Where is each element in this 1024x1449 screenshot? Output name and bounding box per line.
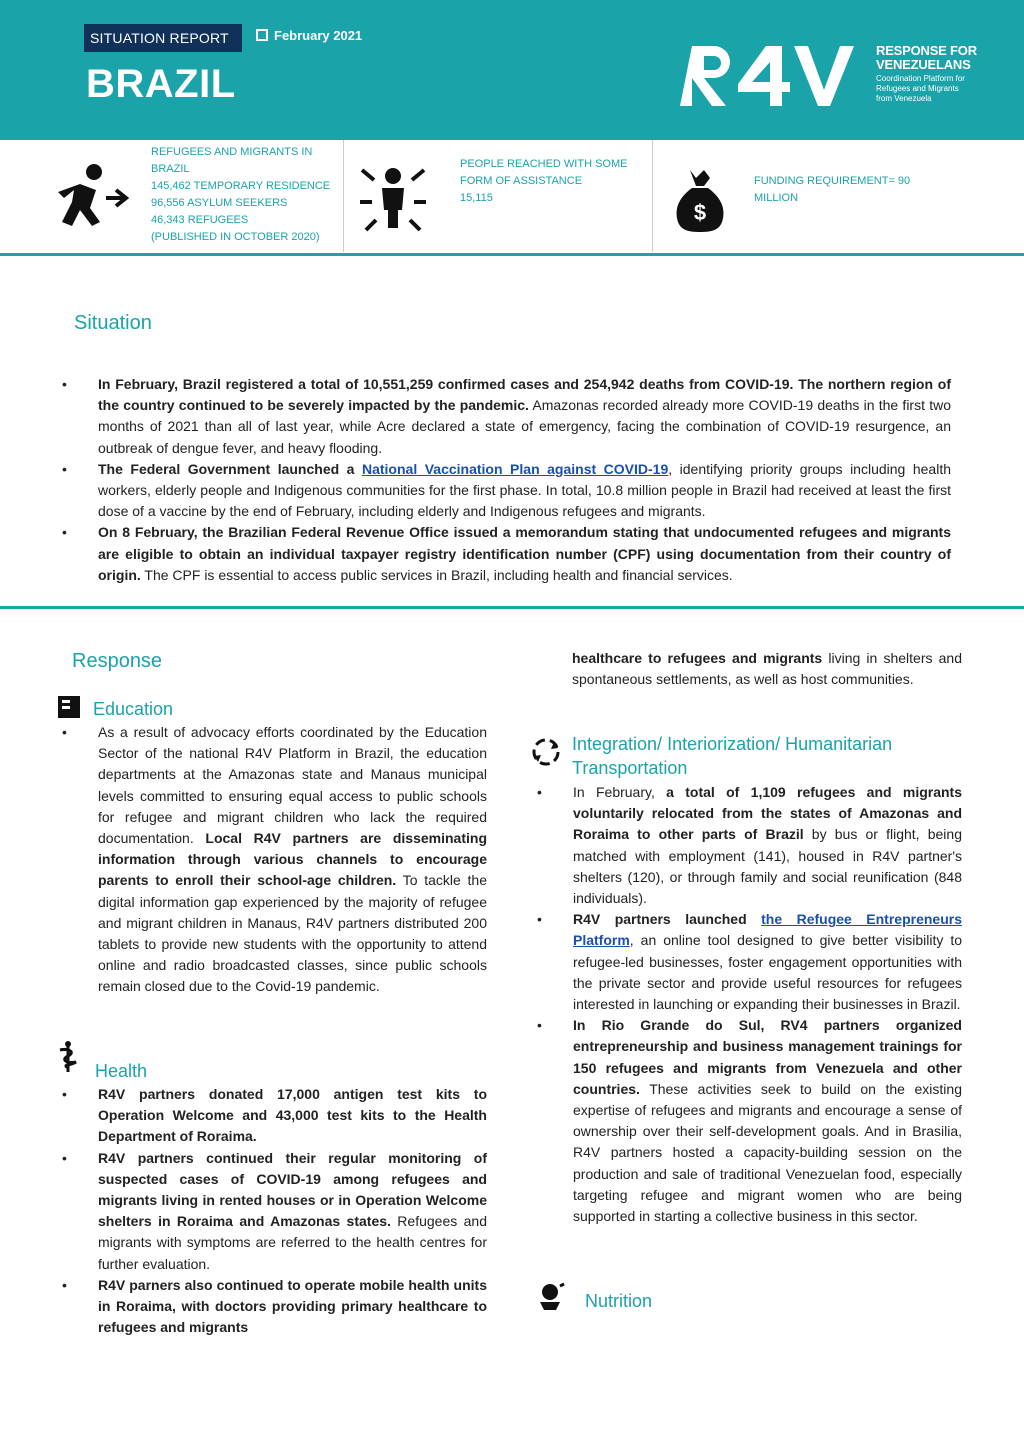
bold-text: The Federal Government launched a [98, 460, 362, 477]
stat-funding [754, 173, 954, 207]
stat-refugees-line: 46,343 REFUGEES [151, 214, 249, 226]
body-text: To tackle the digital information gap experienced by the majority of refugee and migrant children in Manaus, R4V partners distributed 200 tablets to provide new students with the opportunity to attend online and radio broadcasted classes, since public schools remain closed due to the Covid-19 pandemic. [98, 872, 487, 995]
svg-text:$: $ [693, 200, 707, 225]
refugee-entrepreneurs-platform-link[interactable]: the Refugee Entrepreneurs Platform [573, 911, 962, 949]
nutrition-icon [536, 1282, 566, 1312]
body-text: living in shelters and spontaneous settlements, as well as host communities. [572, 650, 962, 688]
stat-refugees-line: (PUBLISHED IN OCTOBER 2020) [151, 231, 320, 243]
stat-divider [343, 140, 344, 252]
section-title-response: Response [72, 650, 163, 672]
logo-subtitle: Coordination Platform for Refugees and Migrants from Venezuela [876, 74, 965, 103]
stat-reached-line: FORM OF ASSISTANCE [460, 175, 583, 187]
caduceus-icon [56, 1040, 80, 1074]
list-item [98, 1084, 487, 1148]
logo-title-2: VENEZUELANS [876, 57, 971, 72]
money-bag-icon [674, 166, 726, 234]
list-item [98, 522, 951, 586]
stat-divider [652, 140, 653, 252]
subsection-title-integration: Integration/ Interiorization/ Humanitarian Transportation [572, 734, 893, 778]
stat-funding-line: MILLION [754, 192, 799, 204]
stat-refugees-line: 96,556 ASYLUM SEEKERS [151, 197, 288, 209]
subsection-title-health: Health [95, 1061, 148, 1081]
integration-bullets [573, 782, 962, 1227]
key-figures-strip [0, 140, 1024, 256]
refresh-arrows-icon [530, 736, 562, 768]
body-text: These activities seek to build on the existing expertise of refugees and migrants and encourage a sense of ownership over their self-development goals. And in Brasilia, R4V partners hosted a capacity-building session on the production and sale of traditional Venezuelan food, especially targeting refugee and migrant women who are being supported in starting a collective business in this sector. [573, 1080, 962, 1225]
list-item [573, 782, 962, 909]
list-item [98, 1148, 487, 1275]
bold-text: In Rio Grande do Sul, RV4 partners organized entrepreneurship and business management trainings for 150 refugees and migrants from Venezuela and other countries. [573, 1017, 962, 1097]
stat-funding-line: FUNDING REQUIREMENT= 90 [754, 175, 911, 187]
health-continuation [572, 648, 962, 690]
book-icon [56, 694, 82, 720]
bold-text: In February, Brazil registered a total of 10,551,259 confirmed cases and 254,942 deaths from COVID-19. The northern region of the country continued to be severely impacted by the pandemic. [98, 376, 951, 414]
stat-reached-line: PEOPLE REACHED WITH SOME [460, 158, 628, 170]
subsection-title-education: Education [93, 699, 174, 719]
report-date [256, 28, 362, 43]
header-band [0, 0, 1024, 140]
person-running-arrow-icon [50, 162, 134, 234]
list-item [98, 459, 951, 523]
subsection-title-nutrition: Nutrition [585, 1291, 653, 1311]
list-item [98, 374, 951, 459]
section-divider [0, 606, 1024, 609]
body-text: , identifying priority groups including health workers, elderly people and Indigenous communities for the first phase. In total, 10.8 million people in Brazil had received at least the first dose of a vaccine by the end of February, including elderly and Indigenous refugees and migrants. [98, 460, 951, 520]
list-item [98, 722, 487, 998]
bold-text: R4V partners continued their regular monitoring of suspected cases of COVID-19 among refugees and migrants living in rented houses or in Operation Welcome shelters in Roraima and Amazonas states. [98, 1149, 487, 1230]
body-text: Amazonas recorded already more COVID-19 deaths in the first two months of 2021 than all of last year, while Acre declared a state of emergency, facing the combination of COVID-19 resurgence, an outbreak of dengue fever, and heavy flooding. [98, 397, 952, 456]
body-text: As a result of advocacy efforts coordinated by the Education Sector of the national R4V Platform in Brazil, the education departments at the Amazonas state and Manaus municipal levels committed to ensuring equal access to public schools for refugee and migrant children who lack the required documentation. [98, 724, 487, 847]
report-type-tag: SITUATION REPORT [84, 24, 242, 52]
stat-reached [460, 156, 650, 207]
r4v-logo-icon [686, 42, 866, 110]
logo-wordmark [876, 44, 977, 104]
list-item [573, 909, 962, 1015]
education-bullets [98, 722, 487, 998]
section-title-situation: Situation [74, 312, 152, 334]
bold-text: R4V partners launched [573, 911, 762, 928]
page-title: BRAZIL [86, 62, 236, 106]
situation-bullets [98, 374, 951, 586]
logo-title-1: RESPONSE FOR [876, 43, 977, 58]
bold-text: healthcare to refugees and migrants [572, 650, 823, 666]
list-item [98, 1275, 487, 1336]
list-item [573, 1015, 962, 1227]
body-text: Refugees and migrants with symptoms are referred to the health centres for further evaluation. [98, 1213, 487, 1272]
health-bullets [98, 1084, 487, 1336]
body-text: The CPF is essential to access public services in Brazil, including health and financial services. [140, 566, 733, 583]
body-text: by bus or flight, being matched with employment (141), housed in R4V partner's shelters (120), or through family and social reunification (848 individuals). [573, 826, 962, 907]
bold-text: R4V partners donated 17,000 antigen test kits to Operation Welcome and 43,000 test kits to the Health Department of Roraima. [98, 1086, 487, 1145]
calendar-icon [256, 29, 268, 41]
stat-reached-line: 15,115 [460, 192, 493, 204]
report-date-text: February 2021 [274, 28, 363, 43]
bold-text: R4V parners also continued to operate mobile health units in Roraima, with doctors providing primary healthcare to refugees and migrants [98, 1276, 487, 1336]
bold-text: a total of 1,109 refugees and migrants voluntarily relocated from the states of Amazonas and Roraima to other parts of Brazil [573, 784, 962, 843]
bold-text: On 8 February, the Brazilian Federal Revenue Office issued a memorandum stating that undocumented refugees and migrants are eligible to obtain an individual taxpayer registry identification number (CPF) using documentation from their country of origin. [98, 524, 951, 583]
body-text: , an online tool designed to give better visibility to refugee-led businesses, foster engagement opportunities with the private sector and provide useful resources for refugees interested in launching or expanding their businesses in Brazil. [573, 932, 962, 1013]
person-assistance-icon [356, 162, 430, 236]
stat-refugees-line: 145,462 TEMPORARY RESIDENCE [151, 180, 331, 192]
stat-refugees [151, 144, 341, 246]
body-text: In February, [573, 784, 667, 800]
stat-refugees-line: BRAZIL [151, 163, 190, 175]
stat-refugees-line: REFUGEES AND MIGRANTS IN [151, 146, 313, 158]
vaccination-plan-link[interactable]: National Vaccination Plan against COVID-19 [361, 460, 669, 477]
bold-text: Local R4V partners are disseminating information through various channels to encourage parents to enroll their school-age children. [98, 830, 487, 889]
